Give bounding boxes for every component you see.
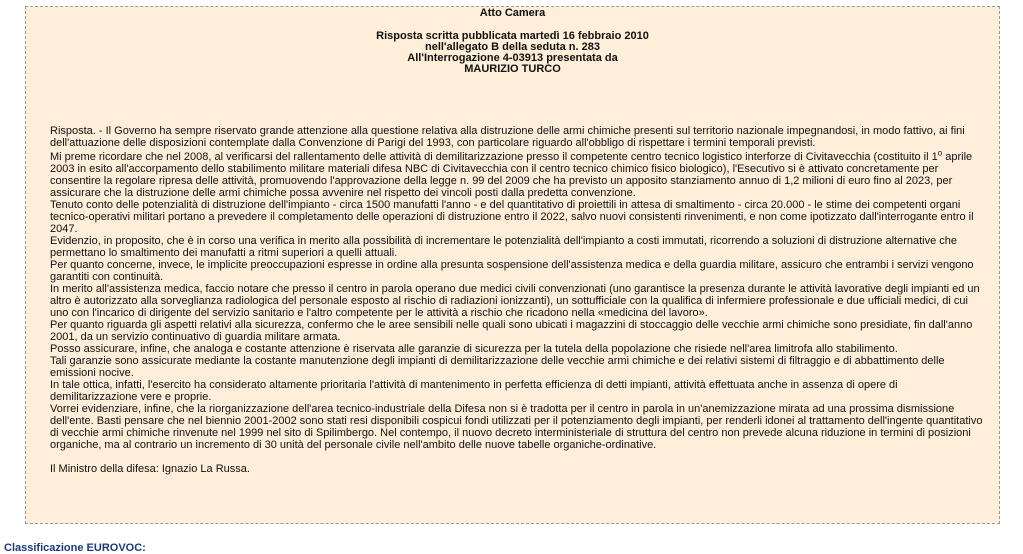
paragraph: Tenuto conto delle potenzialità di distruzione dell'impianto - circa 1500 manufatti l'anno - e del quantitativo di proiettili in attesa di smaltimento - circa 20.000 - le stime dei competenti organi tecnico-operativi militari portano a prevedere il completamento delle operazioni di distruzione entro il 2022, salvo nuovi consistenti rinvenimenti, e non come ipotizzato dall'interrogante entro il 2047.: [50, 199, 974, 235]
seduta-line: nell'allegato B della seduta n. 283: [424, 41, 600, 53]
paragraph: Vorrei evidenziare, infine, che la riorganizzazione dell'area tecnico-industriale della Difesa non si è tradotta per il centro in parola in un'anemizzazione mirata ad una prossima dismissione dell'ente. Basti pensare che nel biennio 2001-2002 sono stati resi disponibili cospicui fondi utilizzati per il potenziamento degli impianti, per renderli idonei al trattamento dell'ingente quantitativo di vecchie armi chimiche rinvenute nel 1999 nel sito di Spilimbergo. Nel contempo, il nuovo decreto interministeriale di struttura del centro non prevede alcuna riduzione in termini di posizioni organiche, ma al contrario un incremento di 30 unità del personale civile nell'ambito delle nuove tabelle organiche-ordinative.: [50, 403, 983, 451]
minister-signature: Il Ministro della difesa: Ignazio La Russa.: [50, 463, 250, 475]
paragraph: Per quanto riguarda gli aspetti relativi alla sicurezza, confermo che le aree sensibili nelle quali sono ubicati i magazzini di stoccaggio delle vecchie armi chimiche sono presidiate, fin dall'anno 2001, da un servizio continuativo di guardia militare armata.: [50, 319, 973, 343]
ordinal-superscript: o: [937, 148, 943, 158]
document-title: Atto Camera: [479, 7, 546, 19]
paragraph: Evidenzio, in proposito, che è in corso una verifica in merito alla possibilità di incrementare le potenzialità dell'impianto a costi immutati, ricorrendo a soluzioni di distruzione alternative che permettano lo smaltimento dei manufatti a ritmi superiori a quelli attuali.: [50, 235, 958, 259]
paragraph: Posso assicurare, infine, che analoga e costante attenzione è riservata alle garanzie di sicurezza per la tutela della popolazione che risiede nell'area limitrofa allo stabilimento.: [50, 343, 898, 355]
paragraph: [50, 148, 987, 199]
paragraph-text: Mi preme ricordare che nel 2008, al verificarsi del rallentamento delle attività di demilitarizzazione presso il competente centro tecnico logistico interforze di Civitavecchia (costituito il 1: [50, 151, 938, 163]
paragraph: Tali garanzie sono assicurate mediante la costante manutenzione degli impianti di demilitarizzazione delle vecchie armi chimiche e dei relativi sistemi di filtraggio e di abbattimento delle emissioni nocive.: [50, 355, 945, 379]
interrogazione-line: All'Interrogazione 4-03913 presentata da: [407, 52, 618, 64]
paragraph: Per quanto concerne, invece, le implicite preoccupazioni espresse in ordine alla presunta sospensione dell'assistenza medica e della guardia militare, assicuro che entrambi i servizi vengono garantiti con continuità.: [50, 259, 974, 283]
document-header: [26, 8, 999, 75]
eurovoc-classification-heading: Classificazione EUROVOC:: [4, 542, 146, 554]
paragraph: In tale ottica, infatti, l'esercito ha considerato altamente prioritaria l'attività di mantenimento in perfetta efficienza di detti impianti, attività effettuata anche in assenza di opere di demilitarizzazione vere e proprie.: [50, 379, 898, 403]
paragraph: Risposta. - Il Governo ha sempre riservato grande attenzione alla questione relativa alla distruzione delle armi chimiche presenti sul territorio nazionale impegnandosi, in modo fattivo, ai fini dell'attuazione delle disposizioni contemplate dalla Convenzione di Parigi del 1993, con particolare riguardo all'obbligo di rispettare i termini temporali previsti.: [50, 125, 965, 149]
publication-date-line: Risposta scritta pubblicata martedì 16 febbraio 2010: [376, 30, 649, 42]
paragraph-text: aprile 2003 in esito all'accorpamento dello stabilimento militare materiali difesa NBC di Civitavecchia con il centro tecnico chimico fisico biologico), l'Esecutivo si è attivato concretamente per consentire la regolare ripresa delle attività, promuovendo l'approvazione della legge n. 99 del 2009 che ha previsto un apposito stanziamento annuo di 1,2 milioni di euro fino al 2023, per assicurare che la distruzione delle armi chimiche possa avvenire nel rispetto dei vincoli posti dalla predetta convenzione.: [50, 151, 973, 199]
atto-response-box: [25, 6, 1000, 524]
presenter-name: MAURIZIO TURCO: [464, 63, 561, 75]
publication-info: [26, 31, 999, 75]
response-body: [50, 125, 987, 475]
paragraph: In merito all'assistenza medica, faccio notare che presso il centro in parola operano due medici civili convenzionati (uno garantisce la presenza durante le attività lavorative degli impianti ed un altro è autorizzato alla sorveglianza radiologica del personale esposto al rischio di radiazioni ionizzanti), un sottufficiale con la qualifica di infermiere professionale e due ufficiali medici, di cui uno con l'incarico di dirigente del servizio sanitario e l'altro competente per le attività a rischio che ricadono nella «medicina del lavoro».: [50, 283, 980, 319]
